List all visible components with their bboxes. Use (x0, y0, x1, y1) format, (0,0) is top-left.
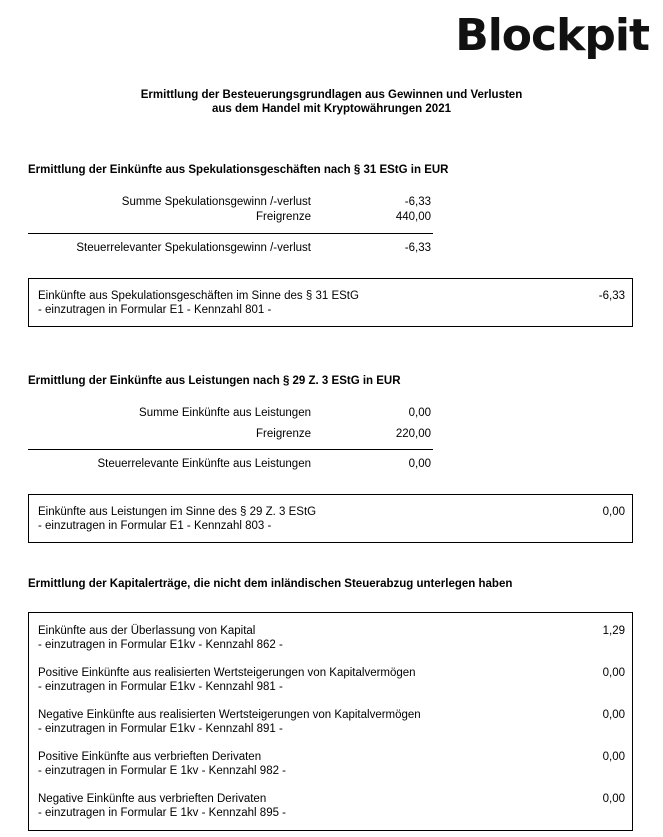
result-label: Einkünfte aus Leistungen im Sinne des § 29 Z. 3 EStG (38, 506, 317, 518)
section-heading-leistungen: Ermittlung der Einkünfte aus Leistungen nach § 29 Z. 3 EStG in EUR (28, 375, 401, 387)
row-label-steuerrelevant-leistungen: Steuerrelevante Einkünfte aus Leistungen (97, 458, 311, 470)
entry-label: Negative Einkünfte aus realisierten Wertsteigerungen von Kapitalvermögen (38, 709, 421, 721)
entry-value: 0,00 (602, 793, 625, 805)
divider-leistungen (28, 449, 433, 450)
result-label: Einkünfte aus Spekulationsgeschäften im Sinne des § 31 EStG (38, 290, 359, 302)
kapital-entry-negative-derivate (38, 792, 625, 820)
entry-value: 1,29 (602, 625, 625, 637)
title-line-1: Ermittlung der Besteuerungsgrundlagen aus Gewinnen und Verlusten (140, 89, 523, 101)
result-entry-spekulation (38, 289, 625, 317)
entry-value: 0,00 (602, 751, 625, 763)
entry-value: 0,00 (602, 709, 625, 721)
section-heading-kapital: Ermittlung der Kapitalerträge, die nicht dem inländischen Steuerabzug unterlegen haben (28, 578, 513, 590)
result-value: 0,00 (602, 506, 625, 518)
result-form-ref: - einzutragen in Formular E1 - Kennzahl 801 - (38, 304, 272, 316)
row-value-summe-leistungen: 0,00 (408, 407, 431, 419)
document-title (0, 88, 663, 116)
brand-logo: Blockpit (455, 10, 649, 61)
entry-label: Positive Einkünfte aus realisierten Wertsteigerungen von Kapitalvermögen (38, 667, 416, 679)
result-value: -6,33 (598, 290, 625, 302)
row-value-freigrenze-leistungen: 220,00 (395, 428, 431, 440)
row-value-summe-spekulation: -6,33 (404, 196, 431, 208)
entry-form-ref: - einzutragen in Formular E1kv - Kennzahl 981 - (38, 681, 283, 693)
entry-form-ref: - einzutragen in Formular E1kv - Kennzahl 862 - (38, 639, 283, 651)
entry-form-ref: - einzutragen in Formular E 1kv - Kennzahl 895 - (38, 807, 287, 819)
row-label-steuerrelevant-spekulation: Steuerrelevanter Spekulationsgewinn /-verlust (76, 242, 311, 254)
entry-form-ref: - einzutragen in Formular E 1kv - Kennzahl 982 - (38, 765, 287, 777)
entry-label: Negative Einkünfte aus verbrieften Derivaten (38, 793, 267, 805)
entry-label: Einkünfte aus der Überlassung von Kapital (38, 625, 256, 637)
entry-form-ref: - einzutragen in Formular E1kv - Kennzahl 891 - (38, 723, 283, 735)
result-form-ref: - einzutragen in Formular E1 - Kennzahl 803 - (38, 520, 272, 532)
row-value-freigrenze-spekulation: 440,00 (395, 211, 431, 223)
result-entry-leistungen (38, 505, 625, 533)
row-label-summe-spekulation: Summe Spekulationsgewinn /-verlust (121, 196, 311, 208)
kapital-entry-ueberlassung (38, 624, 625, 652)
section-heading-spekulation: Ermittlung der Einkünfte aus Spekulationsgeschäften nach § 31 EStG in EUR (28, 164, 449, 176)
row-value-steuerrelevant-leistungen: 0,00 (408, 458, 431, 470)
result-box-kapital (28, 612, 633, 831)
kapital-entry-positive-derivate (38, 750, 625, 778)
row-label-freigrenze-leistungen: Freigrenze (256, 428, 311, 440)
row-label-freigrenze-spekulation: Freigrenze (256, 211, 311, 223)
result-box-spekulation (28, 278, 633, 327)
row-label-summe-leistungen: Summe Einkünfte aus Leistungen (139, 407, 311, 419)
entry-label: Positive Einkünfte aus verbrieften Derivaten (38, 751, 262, 763)
entry-value: 0,00 (602, 667, 625, 679)
kapital-entry-positive-wertsteigerungen (38, 666, 625, 694)
result-box-leistungen (28, 494, 633, 543)
title-line-2: aus dem Handel mit Kryptowährungen 2021 (211, 103, 451, 115)
kapital-entry-negative-wertsteigerungen (38, 708, 625, 736)
divider-spekulation (28, 233, 433, 234)
row-value-steuerrelevant-spekulation: -6,33 (404, 242, 431, 254)
